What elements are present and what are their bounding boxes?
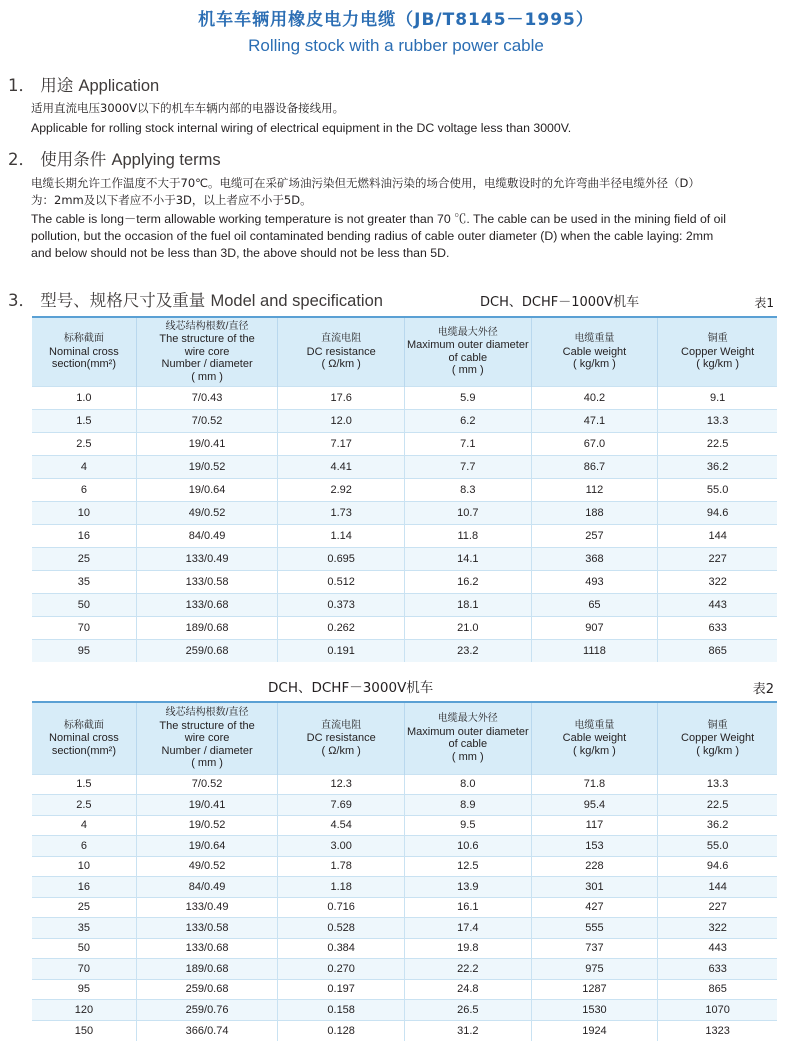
cell-nominal-cross: 50 xyxy=(32,593,136,616)
cell-nominal-cross: 1.5 xyxy=(32,409,136,432)
cell-wire-structure: 7/0.43 xyxy=(136,386,278,409)
cell-outer-diameter: 21.0 xyxy=(404,616,531,639)
cell-dc-resistance: 1.78 xyxy=(278,856,405,877)
header-c1-en1: Nominal cross xyxy=(49,732,119,744)
cell-dc-resistance: 0.384 xyxy=(278,938,405,959)
section-1-body xyxy=(31,100,776,137)
header-c2-en3: Number / diameter xyxy=(161,744,253,757)
header-c4-cn: 电缆最大外径 xyxy=(437,326,498,338)
cell-wire-structure: 189/0.68 xyxy=(136,959,278,980)
header-c3-en2: ( Ω/km ) xyxy=(321,744,361,757)
header-c2-en2: wire core xyxy=(184,345,230,358)
cell-dc-resistance: 7.17 xyxy=(278,432,405,455)
header-copper-weight xyxy=(658,318,777,386)
table-row xyxy=(32,979,777,1000)
cell-dc-resistance: 4.54 xyxy=(278,815,405,836)
cell-copper-weight: 227 xyxy=(658,897,777,918)
header-nominal-cross xyxy=(32,703,136,774)
table-row xyxy=(32,1000,777,1021)
cell-wire-structure: 133/0.49 xyxy=(136,897,278,918)
cell-outer-diameter: 24.8 xyxy=(404,979,531,1000)
cell-dc-resistance: 0.512 xyxy=(278,570,405,593)
cell-wire-structure: 19/0.64 xyxy=(136,836,278,857)
cell-dc-resistance: 0.128 xyxy=(278,1020,405,1041)
cell-outer-diameter: 6.2 xyxy=(404,409,531,432)
cell-wire-structure: 189/0.68 xyxy=(136,616,278,639)
header-c4-en3: ( mm ) xyxy=(451,364,484,377)
header-cable-weight xyxy=(531,703,658,774)
table-row xyxy=(32,593,777,616)
cell-copper-weight: 36.2 xyxy=(658,815,777,836)
cell-copper-weight: 94.6 xyxy=(658,856,777,877)
cell-cable-weight: 368 xyxy=(531,547,658,570)
header-c3-en1: DC resistance xyxy=(306,732,376,744)
page-title-en: Rolling stock with a rubber power cable xyxy=(248,36,544,55)
table-row xyxy=(32,774,777,795)
cell-nominal-cross: 1.5 xyxy=(32,774,136,795)
cell-dc-resistance: 3.00 xyxy=(278,836,405,857)
cell-cable-weight: 1530 xyxy=(531,1000,658,1021)
cell-cable-weight: 65 xyxy=(531,593,658,616)
header-c3-cn: 直流电阻 xyxy=(321,719,362,731)
cell-dc-resistance: 1.14 xyxy=(278,524,405,547)
cell-cable-weight: 1924 xyxy=(531,1020,658,1041)
cell-outer-diameter: 10.6 xyxy=(404,836,531,857)
cell-outer-diameter: 26.5 xyxy=(404,1000,531,1021)
cell-copper-weight: 55.0 xyxy=(658,836,777,857)
cell-cable-weight: 975 xyxy=(531,959,658,980)
cell-dc-resistance: 4.41 xyxy=(278,455,405,478)
section-2-text-en-3: and below should not be less than 3D, the above should not be less than 5D. xyxy=(31,246,450,260)
cell-cable-weight: 47.1 xyxy=(531,409,658,432)
cell-wire-structure: 19/0.64 xyxy=(136,478,278,501)
section-1-title-cn: 用途 xyxy=(40,76,74,95)
cell-cable-weight: 95.4 xyxy=(531,795,658,816)
cell-wire-structure: 7/0.52 xyxy=(136,409,278,432)
section-3-heading xyxy=(8,287,383,311)
section-2-title-en: Applying terms xyxy=(111,151,221,169)
cell-dc-resistance: 0.158 xyxy=(278,1000,405,1021)
cell-outer-diameter: 8.9 xyxy=(404,795,531,816)
cell-outer-diameter: 8.0 xyxy=(404,774,531,795)
cell-cable-weight: 117 xyxy=(531,815,658,836)
header-c6-cn: 铜重 xyxy=(707,333,728,344)
cell-copper-weight: 144 xyxy=(658,877,777,898)
header-c4-en1: Maximum outer diameter xyxy=(406,725,529,738)
section-2-body xyxy=(31,175,776,262)
cell-dc-resistance: 0.716 xyxy=(278,897,405,918)
cell-outer-diameter: 31.2 xyxy=(404,1020,531,1041)
cell-outer-diameter: 11.8 xyxy=(404,524,531,547)
table-2 xyxy=(32,703,777,1041)
cell-cable-weight: 112 xyxy=(531,478,658,501)
header-c6-en2: ( kg/km ) xyxy=(696,358,740,370)
table-row xyxy=(32,432,777,455)
table-row xyxy=(32,959,777,980)
header-c1-en2: section(mm²) xyxy=(51,358,116,370)
cell-wire-structure: 133/0.58 xyxy=(136,918,278,939)
table-row xyxy=(32,795,777,816)
cell-wire-structure: 19/0.52 xyxy=(136,455,278,478)
header-max-outer-diameter xyxy=(404,318,531,386)
cell-outer-diameter: 23.2 xyxy=(404,639,531,662)
cell-wire-structure: 7/0.52 xyxy=(136,774,278,795)
table-row xyxy=(32,918,777,939)
header-c2-en3: Number / diameter xyxy=(161,358,253,370)
cell-outer-diameter: 12.5 xyxy=(404,856,531,877)
table-row xyxy=(32,570,777,593)
cell-outer-diameter: 16.2 xyxy=(404,570,531,593)
header-wire-structure xyxy=(136,318,278,386)
header-c6-cn: 铜重 xyxy=(707,719,728,731)
cell-dc-resistance: 0.191 xyxy=(278,639,405,662)
section-3-title-en: Model and specification xyxy=(210,292,383,310)
cell-nominal-cross: 35 xyxy=(32,570,136,593)
cell-wire-structure: 19/0.41 xyxy=(136,432,278,455)
cell-nominal-cross: 6 xyxy=(32,836,136,857)
section-1-title-en: Application xyxy=(78,77,160,95)
cell-dc-resistance: 0.262 xyxy=(278,616,405,639)
table-1-label: DCH、DCHF－1000V机车 xyxy=(480,295,640,310)
cell-wire-structure: 366/0.74 xyxy=(136,1020,278,1041)
section-2-text-cn-1: 电缆长期允许工作温度不大于70℃。电缆可在采矿场油污染但无燃料油污染的场合使用，电缆敷设时的允许弯曲半径电缆外径（D） xyxy=(31,176,700,190)
cell-dc-resistance: 2.92 xyxy=(278,478,405,501)
cell-dc-resistance: 0.270 xyxy=(278,959,405,980)
cell-wire-structure: 259/0.68 xyxy=(136,979,278,1000)
header-c2-cn: 线芯结构根数/直径 xyxy=(165,707,249,718)
cell-copper-weight: 633 xyxy=(658,959,777,980)
cell-nominal-cross: 95 xyxy=(32,979,136,1000)
header-c4-en1: Maximum outer diameter xyxy=(406,339,529,352)
section-2-text-cn-2: 为：2mm及以下者应不小于3D，以上者应不小于5D。 xyxy=(31,193,312,207)
cell-nominal-cross: 6 xyxy=(32,478,136,501)
header-max-outer-diameter xyxy=(404,703,531,774)
cell-copper-weight: 13.3 xyxy=(658,409,777,432)
table-row xyxy=(32,938,777,959)
cell-dc-resistance: 17.6 xyxy=(278,386,405,409)
cell-outer-diameter: 10.7 xyxy=(404,501,531,524)
cell-nominal-cross: 150 xyxy=(32,1020,136,1041)
cell-cable-weight: 40.2 xyxy=(531,386,658,409)
header-c2-en2: wire core xyxy=(184,732,230,744)
cell-copper-weight: 322 xyxy=(658,570,777,593)
cell-outer-diameter: 14.1 xyxy=(404,547,531,570)
header-c1-en1: Nominal cross xyxy=(49,345,119,358)
cell-nominal-cross: 10 xyxy=(32,856,136,877)
cell-wire-structure: 133/0.58 xyxy=(136,570,278,593)
table-row xyxy=(32,897,777,918)
cell-nominal-cross: 50 xyxy=(32,938,136,959)
cell-copper-weight: 633 xyxy=(658,616,777,639)
cell-outer-diameter: 5.9 xyxy=(404,386,531,409)
section-2-text-en-1: The cable is long－term allowable working temperature is not greater than 70 ℃. The cable can be used in the mining field of oil xyxy=(31,212,726,226)
cell-outer-diameter: 18.1 xyxy=(404,593,531,616)
header-c5-en2: ( kg/km ) xyxy=(573,744,616,757)
table-1-header-row xyxy=(32,318,777,386)
header-c1-en2: section(mm²) xyxy=(51,744,116,757)
header-copper-weight xyxy=(658,703,777,774)
cell-nominal-cross: 25 xyxy=(32,897,136,918)
header-c2-en1: The structure of the xyxy=(159,333,255,345)
cell-cable-weight: 427 xyxy=(531,897,658,918)
table-row xyxy=(32,616,777,639)
cell-nominal-cross: 95 xyxy=(32,639,136,662)
table-row xyxy=(32,836,777,857)
header-c4-en2: of cable xyxy=(448,738,488,751)
cell-wire-structure: 49/0.52 xyxy=(136,856,278,877)
cell-copper-weight: 36.2 xyxy=(658,455,777,478)
cell-copper-weight: 1323 xyxy=(658,1020,777,1041)
cell-cable-weight: 153 xyxy=(531,836,658,857)
cell-wire-structure: 84/0.49 xyxy=(136,877,278,898)
section-3-title-cn: 型号、规格尺寸及重量 xyxy=(40,291,206,310)
cell-nominal-cross: 16 xyxy=(32,877,136,898)
cell-copper-weight: 13.3 xyxy=(658,774,777,795)
header-c3-en2: ( Ω/km ) xyxy=(321,358,361,370)
header-dc-resistance xyxy=(278,318,405,386)
cell-dc-resistance: 7.69 xyxy=(278,795,405,816)
section-3-number: 3． xyxy=(8,291,35,310)
cell-nominal-cross: 4 xyxy=(32,815,136,836)
section-1-heading xyxy=(8,72,159,96)
cell-cable-weight: 86.7 xyxy=(531,455,658,478)
cell-nominal-cross: 2.5 xyxy=(32,432,136,455)
cell-cable-weight: 188 xyxy=(531,501,658,524)
cell-nominal-cross: 10 xyxy=(32,501,136,524)
table-row xyxy=(32,501,777,524)
header-c2-en4: ( mm ) xyxy=(191,757,223,769)
cell-wire-structure: 133/0.49 xyxy=(136,547,278,570)
table-1-number: 表1 xyxy=(754,296,774,310)
header-c1-cn: 标称截面 xyxy=(63,719,104,731)
cell-nominal-cross: 2.5 xyxy=(32,795,136,816)
table-row xyxy=(32,524,777,547)
cell-cable-weight: 907 xyxy=(531,616,658,639)
cell-cable-weight: 493 xyxy=(531,570,658,593)
cell-copper-weight: 55.0 xyxy=(658,478,777,501)
table-row xyxy=(32,639,777,662)
header-c1-cn: 标称截面 xyxy=(63,333,104,344)
section-2-number: 2． xyxy=(8,150,35,169)
cell-wire-structure: 259/0.76 xyxy=(136,1000,278,1021)
header-c6-en1: Copper Weight xyxy=(681,732,755,744)
cell-cable-weight: 228 xyxy=(531,856,658,877)
cell-copper-weight: 94.6 xyxy=(658,501,777,524)
header-c4-en3: ( mm ) xyxy=(451,750,484,763)
cell-nominal-cross: 16 xyxy=(32,524,136,547)
header-wire-structure xyxy=(136,703,278,774)
header-c3-en1: DC resistance xyxy=(306,345,376,358)
cell-copper-weight: 865 xyxy=(658,979,777,1000)
cell-dc-resistance: 0.695 xyxy=(278,547,405,570)
header-c6-en2: ( kg/km ) xyxy=(696,744,740,757)
section-2-text-en-2: pollution, but the occasion of the fuel oil contaminated bending radius of cable outer diameter (D) when the cable laying: 2mm xyxy=(31,229,714,243)
cell-cable-weight: 1118 xyxy=(531,639,658,662)
cell-outer-diameter: 7.1 xyxy=(404,432,531,455)
cell-copper-weight: 1070 xyxy=(658,1000,777,1021)
cell-dc-resistance: 1.73 xyxy=(278,501,405,524)
cell-dc-resistance: 1.18 xyxy=(278,877,405,898)
cell-outer-diameter: 19.8 xyxy=(404,938,531,959)
table-row xyxy=(32,455,777,478)
header-c2-en1: The structure of the xyxy=(159,719,255,732)
table-2-number: 表2 xyxy=(752,682,774,697)
cell-outer-diameter: 9.5 xyxy=(404,815,531,836)
cell-outer-diameter: 17.4 xyxy=(404,918,531,939)
cell-outer-diameter: 13.9 xyxy=(404,877,531,898)
section-1-number: 1． xyxy=(8,76,35,95)
cell-copper-weight: 865 xyxy=(658,639,777,662)
cell-wire-structure: 133/0.68 xyxy=(136,938,278,959)
cell-cable-weight: 1287 xyxy=(531,979,658,1000)
header-nominal-cross xyxy=(32,318,136,386)
table-row xyxy=(32,877,777,898)
table-row xyxy=(32,547,777,570)
cell-dc-resistance: 12.3 xyxy=(278,774,405,795)
header-cable-weight xyxy=(531,318,658,386)
cell-copper-weight: 144 xyxy=(658,524,777,547)
section-1-text-cn: 适用直流电压3000V以下的机车车辆内部的电器设备接线用。 xyxy=(31,101,345,115)
cell-nominal-cross: 25 xyxy=(32,547,136,570)
header-c6-en1: Copper Weight xyxy=(681,345,755,358)
table-1-body xyxy=(32,386,777,662)
cell-copper-weight: 22.5 xyxy=(658,795,777,816)
cell-dc-resistance: 0.197 xyxy=(278,979,405,1000)
cell-cable-weight: 555 xyxy=(531,918,658,939)
header-c2-cn: 线芯结构根数/直径 xyxy=(165,320,249,332)
table-row xyxy=(32,409,777,432)
cell-cable-weight: 71.8 xyxy=(531,774,658,795)
table-row xyxy=(32,856,777,877)
cell-outer-diameter: 7.7 xyxy=(404,455,531,478)
cell-copper-weight: 322 xyxy=(658,918,777,939)
cell-cable-weight: 67.0 xyxy=(531,432,658,455)
cell-copper-weight: 443 xyxy=(658,593,777,616)
cell-cable-weight: 737 xyxy=(531,938,658,959)
header-c5-en2: ( kg/km ) xyxy=(573,358,616,370)
cell-wire-structure: 49/0.52 xyxy=(136,501,278,524)
header-dc-resistance xyxy=(278,703,405,774)
cell-nominal-cross: 35 xyxy=(32,918,136,939)
cell-nominal-cross: 1.0 xyxy=(32,386,136,409)
table-2-body xyxy=(32,774,777,1041)
table-row xyxy=(32,1020,777,1041)
cell-nominal-cross: 70 xyxy=(32,616,136,639)
cell-copper-weight: 443 xyxy=(658,938,777,959)
cell-outer-diameter: 16.1 xyxy=(404,897,531,918)
table-row xyxy=(32,815,777,836)
cell-copper-weight: 22.5 xyxy=(658,432,777,455)
cell-nominal-cross: 120 xyxy=(32,1000,136,1021)
header-c5-cn: 电缆重量 xyxy=(574,719,615,731)
cell-outer-diameter: 8.3 xyxy=(404,478,531,501)
section-1-text-en: Applicable for rolling stock internal wiring of electrical equipment in the DC voltage less than 3000V. xyxy=(31,121,572,135)
page-title-cn: 机车车辆用橡皮电力电缆（JB/T8145－1995） xyxy=(198,10,594,30)
table-2-label: DCH、DCHF－3000V机车 xyxy=(268,680,434,696)
header-c2-en4: ( mm ) xyxy=(191,370,223,383)
header-c5-en1: Cable weight xyxy=(562,732,627,744)
table-2-header-row xyxy=(32,703,777,774)
cell-outer-diameter: 22.2 xyxy=(404,959,531,980)
cell-nominal-cross: 70 xyxy=(32,959,136,980)
header-c5-en1: Cable weight xyxy=(562,345,627,358)
cell-cable-weight: 257 xyxy=(531,524,658,547)
header-c3-cn: 直流电阻 xyxy=(321,333,362,344)
cell-dc-resistance: 0.528 xyxy=(278,918,405,939)
cell-cable-weight: 301 xyxy=(531,877,658,898)
cell-nominal-cross: 4 xyxy=(32,455,136,478)
header-c4-cn: 电缆最大外径 xyxy=(437,713,498,725)
cell-dc-resistance: 0.373 xyxy=(278,593,405,616)
cell-copper-weight: 9.1 xyxy=(658,386,777,409)
cell-wire-structure: 19/0.41 xyxy=(136,795,278,816)
header-c5-cn: 电缆重量 xyxy=(574,333,615,344)
header-c4-en2: of cable xyxy=(448,351,488,364)
cell-wire-structure: 19/0.52 xyxy=(136,815,278,836)
cell-wire-structure: 259/0.68 xyxy=(136,639,278,662)
cell-wire-structure: 84/0.49 xyxy=(136,524,278,547)
cell-wire-structure: 133/0.68 xyxy=(136,593,278,616)
cell-dc-resistance: 12.0 xyxy=(278,409,405,432)
section-2-heading xyxy=(8,146,221,170)
section-2-title-cn: 使用条件 xyxy=(40,150,107,169)
cell-copper-weight: 227 xyxy=(658,547,777,570)
table-1 xyxy=(32,318,777,662)
table-row xyxy=(32,386,777,409)
table-row xyxy=(32,478,777,501)
